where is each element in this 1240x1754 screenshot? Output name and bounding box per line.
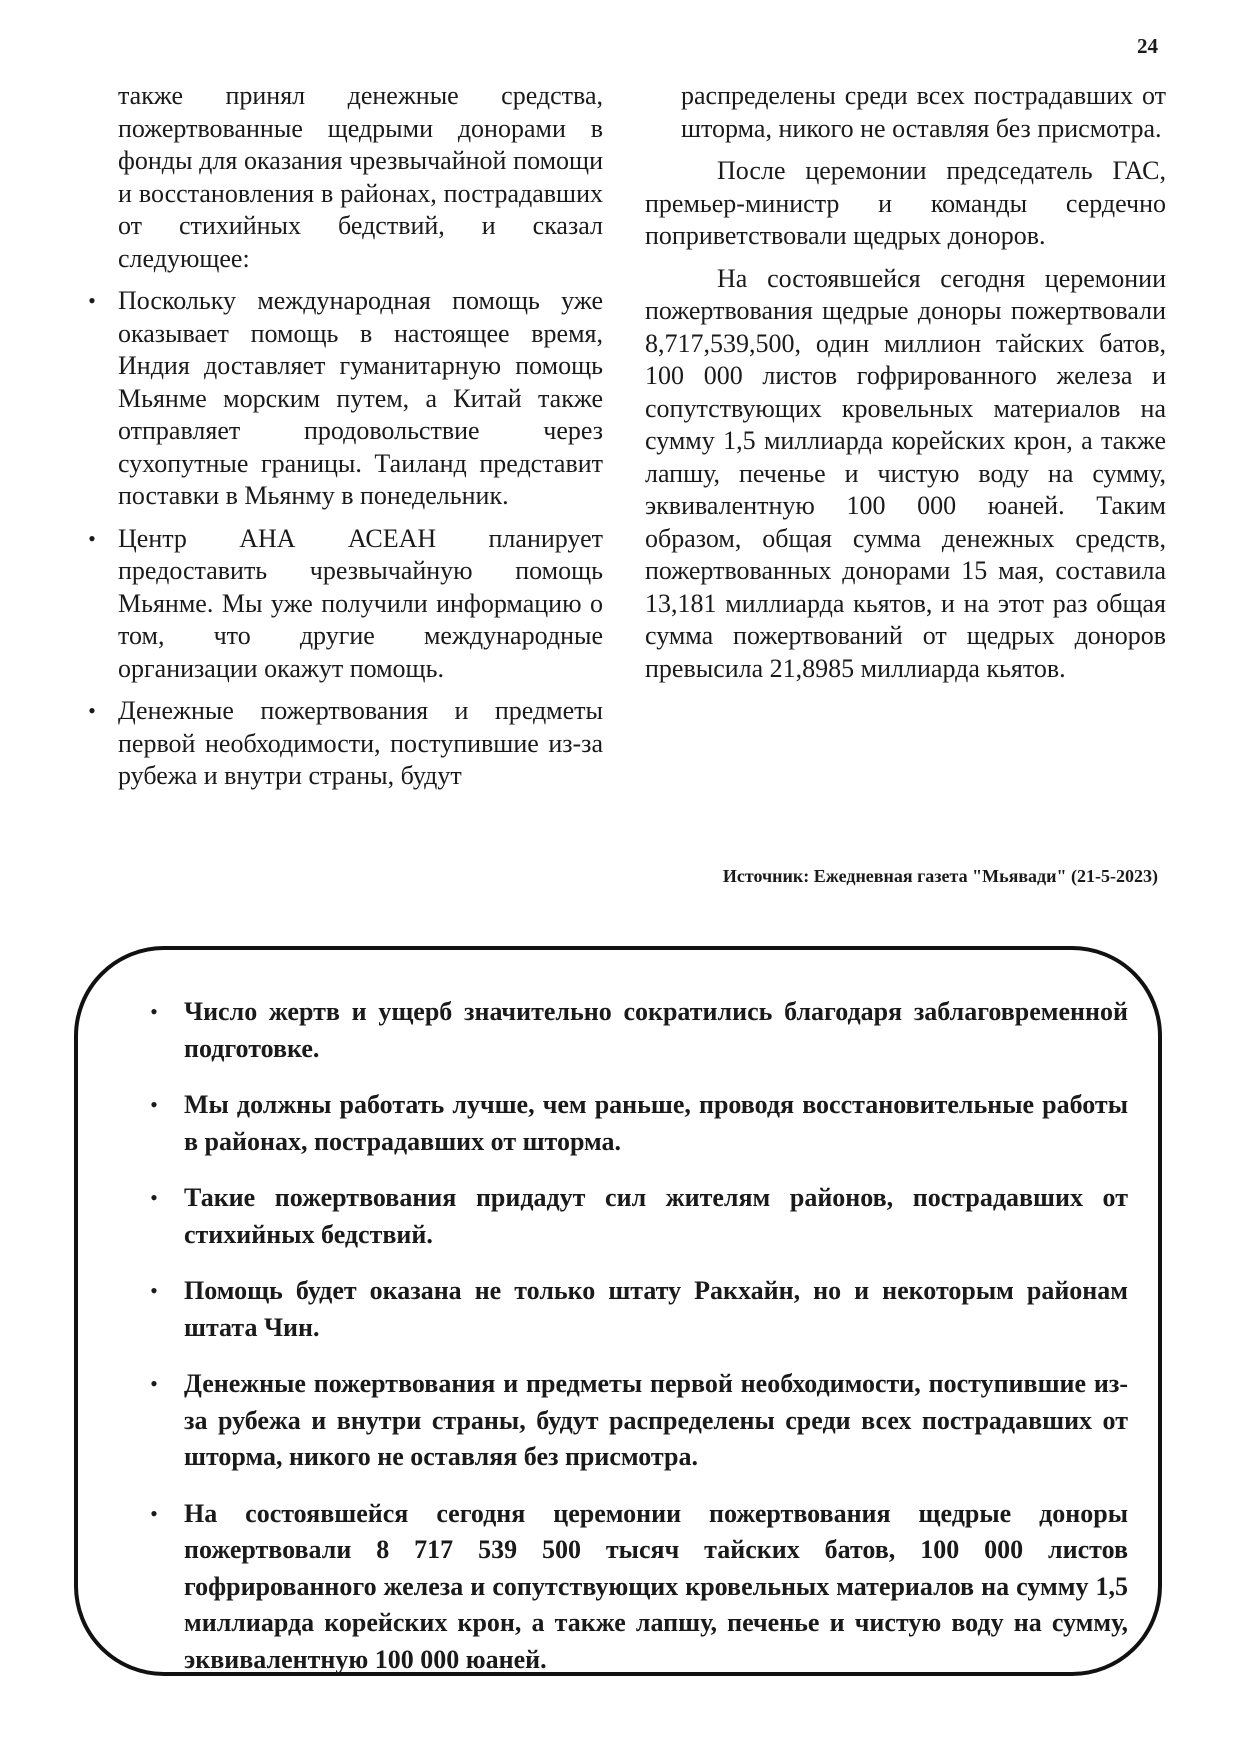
bullet-icon: • [88, 288, 96, 313]
summary-item-text: Денежные пожертвования и предметы первой необходимости, поступившие из-за рубежа и внутри страны, будут распределены среди всех пострадавших от шторма, никого не оставляя без присмотра. [184, 1369, 1128, 1471]
summary-item [144, 1273, 1128, 1346]
source-citation: Источник: Ежедневная газета "Мьявади" (21-5-2023) [722, 866, 1158, 886]
summary-item-text: Такие пожертвования придадут сил жителям районов, пострадавших от стихийных бедствий. [184, 1183, 1128, 1249]
list-item [82, 285, 603, 513]
summary-item-text: Помощь будет оказана не только штату Ракхайн, но и некоторым районам штата Чин. [184, 1276, 1128, 1342]
summary-item [144, 1087, 1128, 1160]
bullet-icon: • [150, 999, 158, 1024]
left-column [82, 80, 603, 803]
summary-item [144, 1180, 1128, 1253]
left-bullet-list [82, 285, 603, 793]
body-paragraph: На состоявшейся сегодня церемонии пожертвования щедрые доноры пожертвовали 8,717,539,500, один миллион тайских батов, 100 000 листов гофрированного железа и сопутствующих кровельных материалов на сумму 1,5 миллиарда корейских крон, а также лапшу, печенье и чистую воду на сумму, эквивалентную 100 000 юаней. Таким образом, общая сумма денежных средств, пожертвованных донорами 15 мая, составила 13,181 миллиарда кьятов, и на этот раз общая сумма пожертвований от щедрых доноров превысила 21,8985 миллиарда кьятов. [645, 263, 1166, 683]
body-paragraph: После церемонии председатель ГАС, премьер-министр и команды сердечно поприветствовали щедрых доноров. [645, 156, 1166, 250]
page-number: 24 [1137, 34, 1158, 58]
bullet-icon: • [88, 525, 96, 551]
summary-item-text: Число жертв и ущерб значительно сократились благодаря заблаговременной подготовке. [184, 997, 1128, 1063]
continuation-paragraph: распределены среди всех пострадавших от шторма, никого не оставляя без присмотра. [681, 81, 1166, 143]
list-item-text: Денежные пожертвования и предметы первой необходимости, поступившие из-за рубежа и внутри страны, будут [118, 696, 603, 790]
bullet-icon: • [88, 698, 96, 723]
bullet-icon: • [150, 1500, 158, 1526]
bullet-icon: • [150, 1278, 158, 1303]
summary-item [144, 1366, 1128, 1476]
summary-item [144, 994, 1128, 1067]
summary-item-text: На состоявшейся сегодня церемонии пожертвования щедрые доноры пожертвовали 8 717 539 500 тысяч тайских батов, 100 000 листов гофрированного железа и сопутствующих кровельных материалов на сумму 1,5 миллиарда корейских крон, а также лапшу, печенье и чистую воду на сумму, эквивалентную 100 000 юаней. [184, 1498, 1128, 1674]
summary-list [144, 994, 1128, 1698]
bullet-icon: • [150, 1185, 158, 1210]
summary-box [74, 946, 1162, 1676]
list-item-text: Центр АНА АСЕАН планирует предоставить чрезвычайную помощь Мьянме. Мы уже получили информацию о том, что другие международные организации окажут помощь. [118, 523, 603, 683]
bullet-icon: • [150, 1092, 158, 1117]
summary-item-text: Мы должны работать лучше, чем раньше, проводя восстановительные работы в районах, пострадавших от шторма. [184, 1090, 1128, 1156]
lead-paragraph: также принял денежные средства, пожертвованные щедрыми донорами в фонды для оказания чрезвычайной помощи и восстановления в районах, пострадавших от стихийных бедствий, и сказал следующее: [118, 81, 603, 273]
list-item [82, 523, 603, 686]
summary-item [144, 1496, 1128, 1679]
list-item-text: Поскольку международная помощь уже оказывает помощь в настоящее время, Индия доставляет гуманитарную помощь Мьянме морским путем, а Китай также отправляет продовольствие через сухопутные границы. Таиланд представит поставки в Мьянму в понедельник. [118, 286, 603, 510]
list-item [82, 695, 603, 793]
right-column [645, 80, 1166, 695]
bullet-icon: • [150, 1371, 158, 1396]
